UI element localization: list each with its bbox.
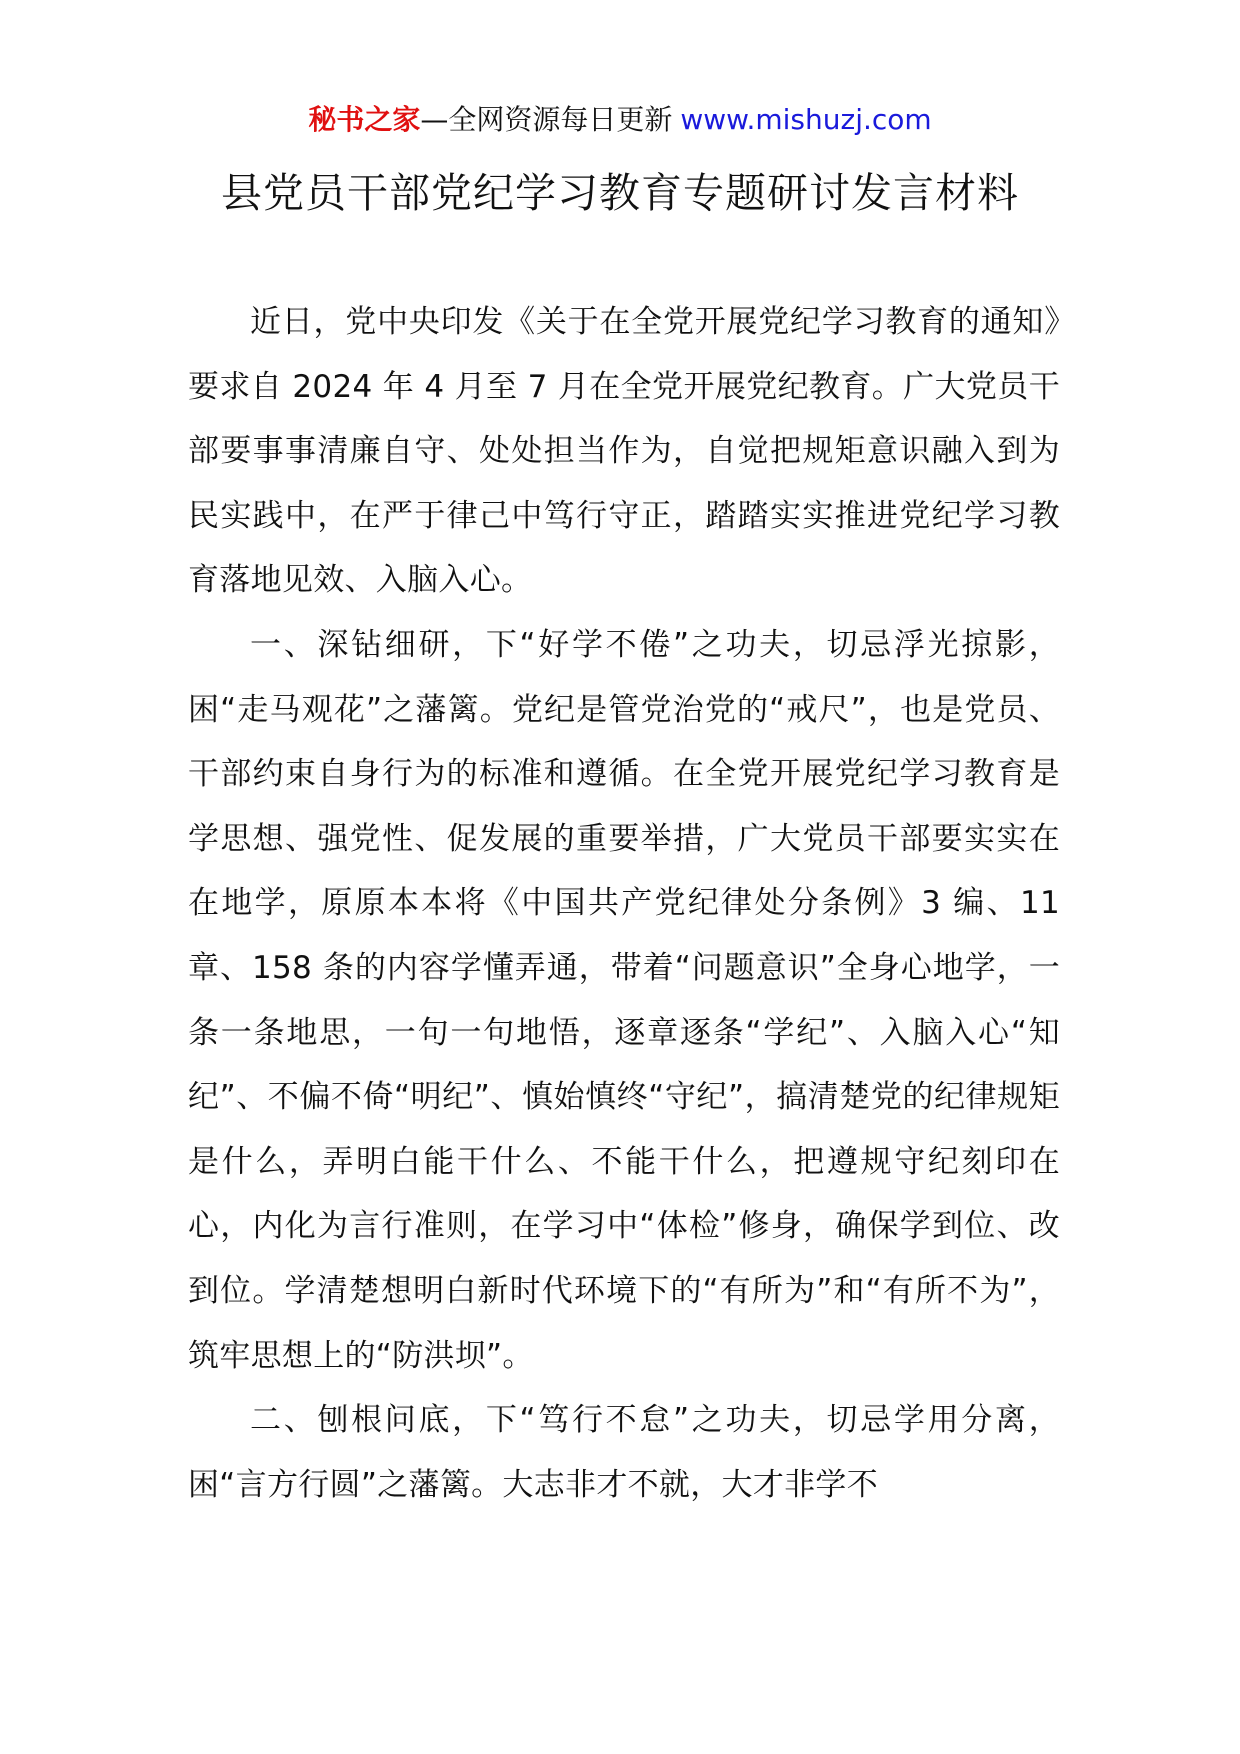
paragraph-section-two: 二、刨根问底，下“笃行不怠”之功夫，切忌学用分离，困“言方行圆”之藩篱。大志非才不就，大才非学不 bbox=[188, 1402, 1060, 1503]
site-header bbox=[0, 100, 1240, 140]
site-url-link[interactable]: www.mishuzj.com bbox=[680, 103, 932, 136]
document-body bbox=[188, 290, 1060, 1517]
paragraph-intro: 近日，党中央印发《关于在全党开展党纪学习教育的通知》要求自 2024 年 4 月至 7 月在全党开展党纪教育。广大党员干部要事事清廉自守、处处担当作为，自觉把规矩意识融入到为民实践中，在严于律己中笃行守正，踏踏实实推进党纪学习教育落地见效、入脑入心。 bbox=[188, 304, 1060, 599]
document-title: 县党员干部党纪学习教育专题研讨发言材料 bbox=[221, 169, 1019, 217]
paragraph-section-one: 一、深钻细研，下“好学不倦”之功夫，切忌浮光掠影，困“走马观花”之藩篱。党纪是管党治党的“戒尺”，也是党员、干部约束自身行为的标准和遵循。在全党开展党纪学习教育是学思想、强党性、促发展的重要举措，广大党员干部要实实在在地学，原原本本将《中国共产党纪律处分条例》3 编、11 章、158 条的内容学懂弄通，带着“问题意识”全身心地学，一条一条地思，一句一句地悟，逐章逐条“学纪”、入脑入心“知纪”、不偏不倚“明纪”、慎始慎终“守纪”，搞清楚党的纪律规矩是什么，弄明白能干什么、不能干什么，把遵规守纪刻印在心，内化为言行准则，在学习中“体检”修身，确保学到位、改到位。学清楚想明白新时代环境下的“有所为”和“有所不为”，筑牢思想上的“防洪坝”。 bbox=[188, 626, 1060, 1374]
site-brand: 秘书之家 bbox=[308, 103, 421, 136]
site-tagline: —全网资源每日更新 bbox=[420, 103, 673, 136]
